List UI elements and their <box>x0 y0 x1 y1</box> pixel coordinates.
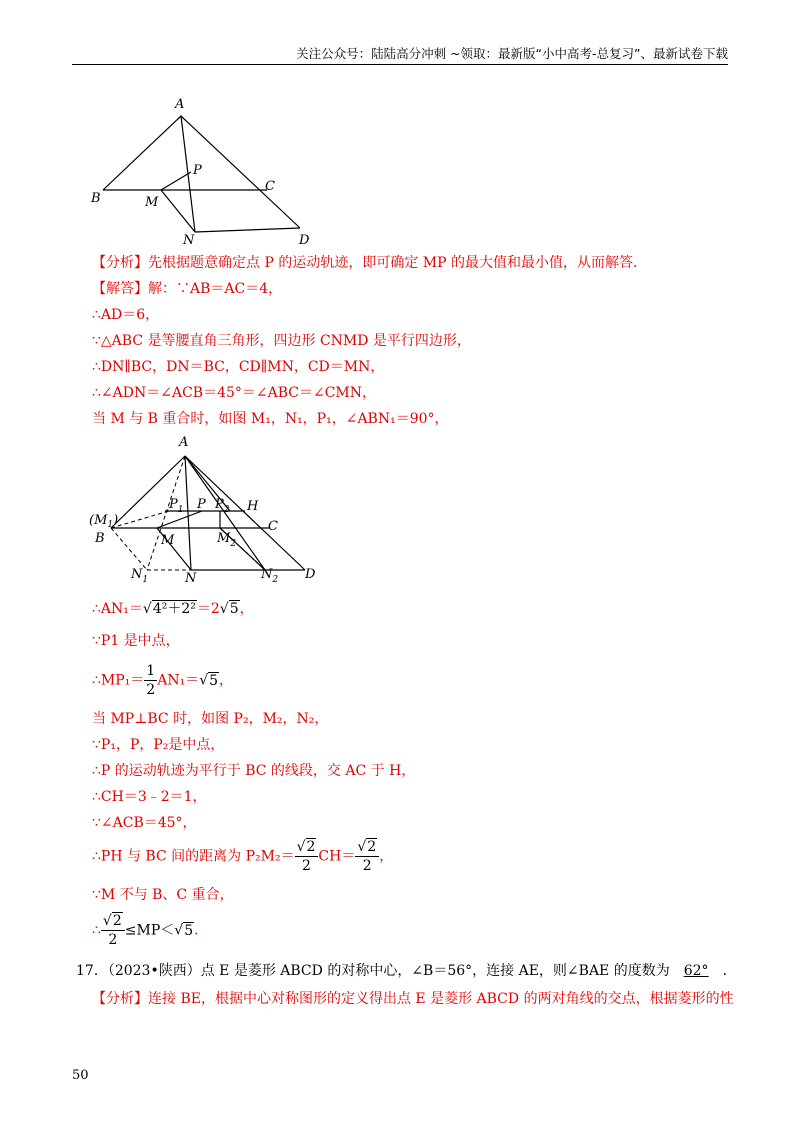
fig1-label-b: B <box>91 191 101 206</box>
answer-line-13: ∴CH＝3﹣2＝1， <box>92 789 207 805</box>
fig1-label-c: C <box>265 179 275 194</box>
fig2-label-n: N <box>185 571 197 586</box>
answer-line-11: ∵P₁，P，P₂是中点， <box>92 737 225 753</box>
page-number: 50 <box>72 1068 89 1083</box>
header-rule <box>72 64 728 65</box>
answer-line-16: ∵M 不与 B、C 重合， <box>92 887 234 903</box>
answer-line-9: ∴MP₁＝ $\frac{1}{2}$ AN₁＝√5， <box>92 663 234 698</box>
fig2-label-n2: $N_2$ <box>261 567 279 585</box>
fig1-label-m: M <box>145 195 159 210</box>
fig2-label-p2: $P_2$ <box>215 497 230 515</box>
fig2-label-b: B <box>95 531 105 546</box>
analysis-line-1: 【分析】先根据题意确定点 P 的运动轨迹，即可确定 MP 的最大值和最小值，从而解答． <box>92 255 647 271</box>
answer-line-4: ∴DN∥BC，DN＝BC，CD∥MN，CD＝MN， <box>92 359 385 375</box>
answer-line-1: 【解答】解：∵AB＝AC＝4， <box>92 281 283 297</box>
fig2-label-a: A <box>179 435 189 450</box>
answer-line-5: ∴∠ADN＝∠ACB＝45°＝∠ABC＝∠CMN， <box>92 385 377 401</box>
answer-line-15: ∴PH 与 BC 间的距离为 P₂M₂＝ $\frac{√2}{2}$ CH＝ $\frac{√2}{2}$ ， <box>92 839 394 874</box>
question-17: 17．（2023•陕西）点 E 是菱形 ABCD 的对称中心，∠B＝56°，连接 AE，则∠BAE 的度数为 62° ． <box>76 963 737 979</box>
answer-line-8: ∵P1 是中点， <box>92 633 180 649</box>
fig2-label-p: P <box>197 497 206 512</box>
page-header: 关注公众号：陆陆高分冲刺 ~领取：最新版“小中高考-总复习”、最新试卷下载 <box>296 46 728 61</box>
answer-line-7: ∴AN₁＝√4²＋2²＝2√5， <box>92 601 254 617</box>
fig2-label-c: C <box>268 519 278 534</box>
answer-line-10: 当 MP⊥BC 时，如图 P₂，M₂，N₂， <box>92 711 329 727</box>
fig2-label-m1: $(M_1)$ <box>89 513 119 530</box>
figure-1 <box>85 92 325 247</box>
fig2-label-m2: $M_2$ <box>217 531 237 549</box>
answer-line-14: ∵∠ACB＝45°， <box>92 815 197 831</box>
figure-2 <box>85 432 335 592</box>
answer-line-17: ∴ $\frac{√2}{2}$ ≤MP＜√5． <box>92 913 209 948</box>
answer-line-3: ∵△ABC 是等腰直角三角形，四边形 CNMD 是平行四边形， <box>92 333 471 349</box>
question-17-answer: 62° <box>683 963 709 979</box>
fig2-label-p1: $P_1$ <box>169 497 184 515</box>
fig1-label-p: P <box>193 163 202 178</box>
fig2-label-m: M <box>161 533 175 548</box>
question-17-analysis: 【分析】连接 BE，根据中心对称图形的定义得出点 E 是菱形 ABCD 的两对角线的交点，根据菱形的性 <box>92 991 734 1007</box>
fig1-label-d: D <box>299 233 310 247</box>
fig2-label-d: D <box>305 567 316 582</box>
fig1-label-n: N <box>183 233 195 247</box>
fig2-label-n1: $N_1$ <box>131 567 149 585</box>
answer-line-12: ∴P 的运动轨迹为平行于 BC 的线段，交 AC 于 H， <box>92 763 416 779</box>
fig1-label-a: A <box>175 97 185 112</box>
answer-line-2: ∴AD＝6， <box>92 307 160 323</box>
answer-line-6: 当 M 与 B 重合时，如图 M₁，N₁，P₁，∠ABN₁＝90°， <box>92 411 449 427</box>
fig2-label-h: H <box>247 499 259 514</box>
